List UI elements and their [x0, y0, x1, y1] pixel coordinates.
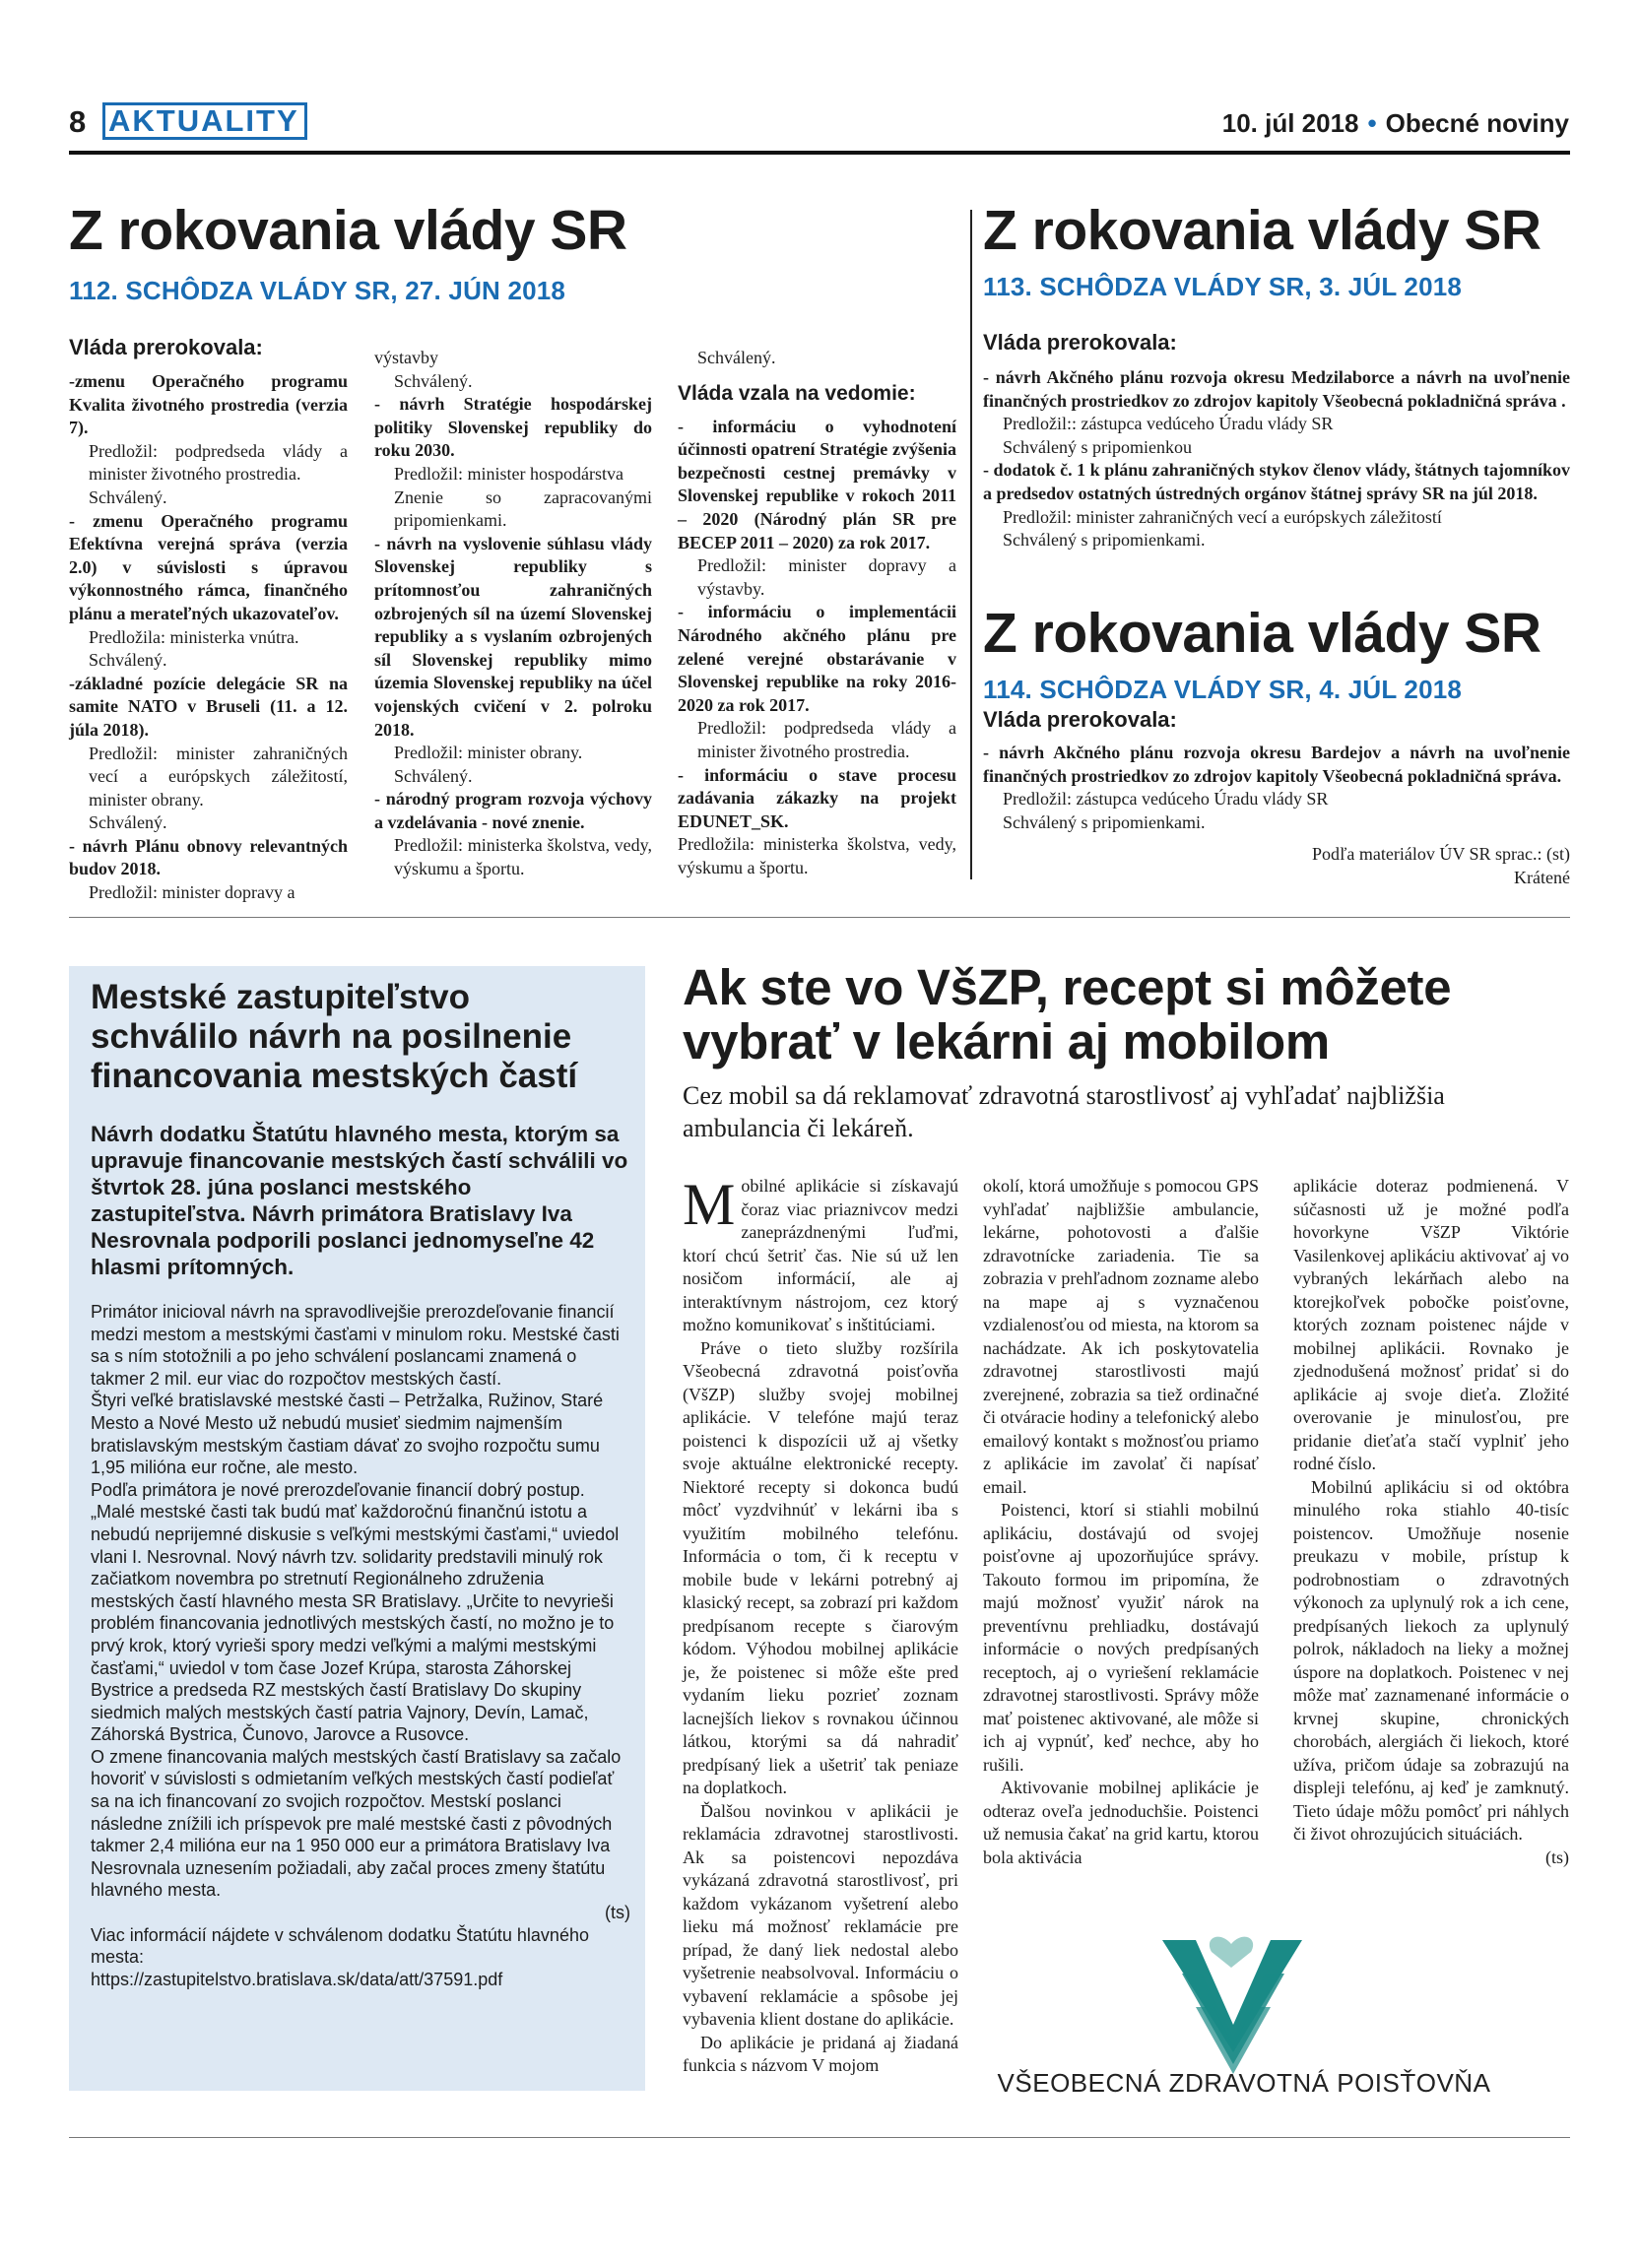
- issue-date: 10. júl 2018: [1221, 108, 1359, 138]
- article-signature: (ts): [1545, 1847, 1569, 1867]
- article-column-3: [1293, 1175, 1569, 1869]
- article-112-label-2: Vláda vzala na vedomie:: [678, 381, 916, 405]
- footer-rule: [69, 2137, 1570, 2138]
- box-signature: (ts): [605, 1903, 630, 1923]
- agenda-item: -zmenu Operačného programu Kvalita životného prostredia (verzia 7).: [69, 371, 348, 438]
- page-number: 8: [69, 104, 87, 139]
- box-title: Mestské zastupiteľstvo schválilo návrh na posilnenie financovania mestských častí: [91, 978, 578, 1095]
- agenda-item: - informáciu o implementácii Národného akčného plánu pre zelené verejné obstarávanie v Slovenskej republike na roky 2016-2020 za rok 2017.: [678, 602, 956, 715]
- agenda-item: Schválený s pripomienkami.: [1003, 811, 1206, 832]
- agenda-item: Schválený s pripomienkou: [1003, 436, 1192, 457]
- box-paragraph: Štyri veľké bratislavské mestské časti – Petržalka, Ružinov, Staré Mesto a Nové Mesto už nebudú musieť siedmim najmenším bratislavským mestským častiam dávať zo svojho rozpočtu sumu 1,95 milióna eur ročne, ale mesto.: [91, 1391, 604, 1478]
- article-paragraph: obilné aplikácie si získavajú čoraz viac priaznivcov medzi zaneprázdnenými ľuďmi, ktorí chcú šetriť čas. Nie sú už len nosičom informácií, ale aj interaktívnym nástrojom, cez ktorý možno komunikovať s inštitúciami.: [683, 1176, 958, 1334]
- agenda-item: Predložila: ministerka vnútra.: [89, 626, 299, 647]
- article-114-title: Z rokovania vlády SR: [983, 602, 1542, 665]
- article-column-1-text: [683, 1172, 958, 2078]
- article-paragraph: Práve o tieto služby rozšírila Všeobecná zdravotná poisťovňa (VšZP) služby svojej mobilnej aplikácie. V telefóne majú teraz poistenci k dispozícii už aj všetky svoje aktuálne elektronické recepty. Niektoré recepty si dokonca budú môcť vyzdvihnúť v lekárni iba s využitím mobilného telefónu. Informácia o tom, či k receptu v mobile bude v lekárni potrebný aj klasický recept, sa zobrazí pri každom predpísanom recepte s čiarovým kódom. Výhodou mobilnej aplikácie je, že poistenec si môže ešte pred vydaním lieku pozrieť zoznam lacnejších liekov s rovnakou účinnou látkou, ktorými sa dá nahradiť predpísaný liek a ušetriť tak peniaze na doplatkoch.: [683, 1337, 958, 1797]
- box-body: [91, 1301, 630, 1990]
- agenda-item: Predložil: minister zahraničných vecí a európskych záležitostí: [1003, 506, 1442, 527]
- article-112-column-2: [374, 347, 652, 881]
- header-rule: [69, 151, 1570, 155]
- article-113-title: Z rokovania vlády SR: [983, 199, 1542, 262]
- agenda-item: Predložil: minister dopravy a výstavby.: [697, 555, 956, 599]
- agenda-item: Znenie so zapracovanými pripomienkami.: [394, 486, 652, 531]
- drop-cap: M: [683, 1172, 736, 1237]
- column-3-approved: Schválený.: [697, 348, 776, 367]
- agenda-item: Predložil: minister dopravy a: [89, 882, 295, 903]
- article-113-label: Vláda prerokovala:: [983, 330, 1177, 355]
- article-paragraph: Aktivovanie mobilnej aplikácie je odteraz oveľa jednoduchšie. Poistenci už nemusia čakať na grid kartu, ktorou bola aktivácia: [983, 1778, 1259, 1867]
- article-114-subtitle: 114. SCHÔDZA VLÁDY SR, 4. JÚL 2018: [983, 675, 1463, 704]
- masthead: [1222, 108, 1569, 139]
- agenda-item: - návrh Akčného plánu rozvoja okresu Medzilaborce a návrh na uvoľnenie finančných prostriedkov zo zdrojov kapitoly Všeobecná pokladničná správa .: [983, 367, 1570, 411]
- box-paragraph: O zmene financovania malých mestských častí Bratislavy sa začalo hovoriť v súvislosti s odmietaním veľkých mestských častí podieľať sa na ich financovaní zo svojich rozpočtov. Mestskí poslanci následne znížili ich príspevok pre malé mestské časti z pôvodných takmer 2,4 milióna eur na 1 950 000 eur a primátora Bratislavy Iva Nesrovnala uznesením požiadali, aby začal proces zmeny štatútu hlavného mesta.: [91, 1746, 622, 1901]
- agenda-item: Predložila: ministerka školstva, vedy, výskumu a športu.: [678, 834, 956, 877]
- article-112-column-3-items: [678, 416, 956, 880]
- article-114-label: Vláda prerokovala:: [983, 707, 1177, 732]
- agenda-item: výstavby: [374, 348, 438, 367]
- article-112-column-3: [678, 347, 956, 879]
- agenda-item: Predložil: podpredseda vlády a minister životného prostredia.: [697, 718, 956, 761]
- article-title: Ak ste vo VšZP, recept si môžete vybrať v lekárni aj mobilom: [683, 959, 1452, 1069]
- article-114-body: [983, 742, 1570, 834]
- article-113-body: [983, 366, 1570, 552]
- separator-dot: •: [1367, 108, 1377, 138]
- agenda-item: Predložil: ministerka školstva, vedy, výskumu a športu.: [394, 835, 652, 879]
- agenda-item: - národný program rozvoja výchovy a vzdelávania - nové znenie.: [374, 789, 652, 832]
- article-paragraph: okolí, ktorá umožňuje s pomocou GPS vyhľadať najbližšie ambulancie, lekárne, pohotovosti a ďalšie zdravotnícke zariadenia. Tie sa zobrazia v prehľadnom zozname alebo na mape aj s vyznačenou vzdialenosťou od miesta, na ktorom sa nachádzate. Ak ich poskytovatelia zdravotnej starostlivosti majú zverejnené, zobrazia sa tiež ordinačné či otváracie hodiny a telefonický alebo emailový kontakt s možnosťou priamo z aplikácie im zavolať či napísať email.: [983, 1176, 1259, 1497]
- column-divider: [970, 210, 972, 879]
- article-column-1: [683, 1172, 958, 2078]
- article-113-subtitle: 113. SCHÔDZA VLÁDY SR, 3. JÚL 2018: [983, 272, 1463, 301]
- article-column-3-text: [1293, 1175, 1569, 1847]
- article-paragraph: Mobilnú aplikáciu si od októbra minulého roka stiahlo 40-tisíc poistencov. Umožňuje nosenie preukazu v mobile, prístup k podrobnostiam o zdravotných výkonoch za uplynulý rok a ich cene, predpísaných liekoch za uplynulý polrok, nákladoch na lieky a možnej úspore na doplatkoch. Poistenec v nej môže mať zaznamenané informácie o krvnej skupine, chronických chorobách, alergiách či liekoch, ktoré užíva, pričom údaje sa zobrazujú na displeji telefónu, aj keď je zamknutý. Tieto údaje môžu pomôcť pri náhlych či život ohrozujúcich situáciách.: [1293, 1476, 1569, 1844]
- article-114-source: [983, 843, 1570, 889]
- agenda-item: Schválený.: [89, 486, 167, 507]
- article-112-title: Z rokovania vlády SR: [69, 199, 627, 262]
- publication-name: Obecné noviny: [1385, 108, 1569, 138]
- agenda-item: Predložil: minister obrany.: [394, 743, 583, 763]
- agenda-item: Schválený s pripomienkami.: [1003, 530, 1206, 551]
- article-112-subtitle: 112. SCHÔDZA VLÁDY SR, 27. JÚN 2018: [69, 276, 566, 305]
- article-paragraph: Ďalšou novinkou v aplikácii je reklamácia zdravotnej starostlivosti. Ak sa poistencovi nepozdáva vykázaná zdravotná starostlivosť, pri každom vykázanom vyšetrení alebo lieku má možnosť reklamácie pre prípad, že daný liek nedostal alebo vyšetrenie neabsolvoval. Informáciu o vybavení reklamácie a spôsobe jej vybavenia klient dostane do aplikácie.: [683, 1800, 958, 2029]
- agenda-item: Schválený.: [394, 765, 473, 786]
- source-note: Podľa materiálov ÚV SR sprac.: (st): [1312, 844, 1570, 864]
- article-112-label: Vláda prerokovala:: [69, 335, 263, 359]
- agenda-item: Schválený.: [394, 370, 473, 391]
- agenda-item: -základné pozície delegácie SR na samite NATO v Bruseli (11. a 12. júla 2018).: [69, 673, 348, 740]
- agenda-item: - návrh Stratégie hospodárskej politiky Slovenskej republiky do roku 2030.: [374, 394, 652, 461]
- article-column-2: [983, 1175, 1259, 1869]
- section-label: AKTUALITY: [102, 102, 307, 140]
- box-lead: Návrh dodatku Štatútu hlavného mesta, ktorým sa upravuje financovanie mestských častí schválili vo štvrtok 28. júna poslanci mestského zastupiteľstva. Návrh primátora Bratislavy Iva Nesrovnala podporili poslanci jednomyseľne 42 hlasmi prítomných.: [91, 1122, 628, 1279]
- agenda-item: Predložil: minister hospodárstva: [394, 463, 623, 484]
- agenda-item: - návrh Plánu obnovy relevantných budov 2018.: [69, 835, 348, 879]
- shortened-note: Krátené: [1514, 867, 1570, 887]
- agenda-item: Predložil: podpredseda vlády a minister životného prostredia.: [89, 440, 348, 485]
- agenda-item: - návrh na vyslovenie súhlasu vlády Slovenskej republiky s prítomnosťou zahraničných ozbrojených síl na území Slovenskej republiky a s vyslaním ozbrojených síl Slovenskej republiky mimo územia Slovenskej republiky na účel vojenských cvičení v 2. polroku 2018.: [374, 533, 652, 740]
- agenda-item: Predložil: minister zahraničných vecí a európskych záležitostí, minister obrany.: [89, 743, 348, 810]
- agenda-item: Predložil:: zástupca vedúceho Úradu vlády SR: [1003, 414, 1334, 434]
- article-paragraph: aplikácie doteraz podmienená. V súčasnosti už je možné podľa hovorkyne VšZP Viktórie Vasilenkovej aplikáciu aktivovať aj vo vybraných lekárňach alebo na ktorejkoľvek pobočke poisťovne, ktorých zoznam poistenec nájde v mobilnej aplikácii. Rovnako je zjednodušená možnosť pridať si do aplikácie aj svoje dieťa. Zložité overovanie je minulosťou, pre pridanie dieťaťa stačí vyplniť jeho rodné číslo.: [1293, 1176, 1569, 1473]
- agenda-item: Schválený.: [89, 812, 167, 833]
- box-link[interactable]: https://zastupitelstvo.bratislava.sk/data/att/37591.pdf: [91, 1969, 503, 1989]
- section-divider: [69, 917, 1570, 918]
- article-paragraph: Poistenci, ktorí si stiahli mobilnú aplikáciu, dostávajú od svojej poisťovne aj upozorňujúce správy. Takouto formou im pripomína, že majú možnosť využiť nárok na preventívnu prehliadku, dostávajú informácie o nových predpísaných receptoch, aj o vyriešení reklamácie zdravotnej starostlivosti. Správy môže mať poistenec aktivované, ale môže si ich aj vypnúť, keď nechce, aby ho rušili.: [983, 1500, 1259, 1775]
- agenda-item: Schválený.: [89, 650, 167, 671]
- agenda-item: - informáciu o vyhodnotení účinnosti opatrení Stratégie zvýšenia bezpečnosti cestnej premávky v Slovenskej republike v rokoch 2011 – 2020 (Národný plán SR pre BECEP 2011 – 2020) za rok 2017.: [678, 416, 956, 552]
- vszp-logo: [985, 1916, 1497, 2104]
- agenda-item: - zmenu Operačného programu Efektívna verejná správa (verzia 2.0) v súvislosti s úpravou výkonnostného rámca, finančného plánu a merateľných ukazovateľov.: [69, 510, 348, 623]
- box-paragraph: Podľa primátora je nové prerozdeľovanie financií dobrý postup. „Malé mestské časti tak budú mať každoročnú finančnú istotu a nebudú neprijemné diskusie s veľkými mestskými časťami,“ uviedol vlani I. Nesrovnal. Nový návrh tzv. solidarity predstavili minulý rok začiatkom novembra po stretnutí Regionálneho združenia mestských častí hlavného mesta SR Bratislavy. „Určite to nevyrieši problém financovania jednotlivých mestských častí, no možno je to prvý krok, ktorý vyrieši spory medzi veľkými a malými mestskými časťami,“ uviedol v tom čase Jozef Krúpa, starosta Záhorskej Bystrice a predseda RZ mestských častí Bratislavy Do skupiny siedmich malých mestských častí patria Vajnory, Devín, Lamač, Záhorská Bystrica, Čunovo, Jarovce a Rusovce.: [91, 1479, 620, 1745]
- article-paragraph: Do aplikácie je pridaná aj žiadaná funkcia s názvom V mojom: [683, 2032, 958, 2075]
- article-112-column-1: [69, 370, 348, 905]
- logo-text: VŠEOBECNÁ ZDRAVOTNÁ POISŤOVŇA: [997, 2068, 1491, 2098]
- article-lead: Cez mobil sa dá reklamovať zdravotná starostlivosť aj vyhľadať najbližšia ambulancia či lekáreň.: [683, 1081, 1445, 1142]
- agenda-item: - návrh Akčného plánu rozvoja okresu Bardejov a návrh na uvoľnenie finančných prostriedkov zo zdrojov kapitoly Všeobecná pokladničná správa.: [983, 743, 1570, 786]
- box-paragraph: Primátor inicioval návrh na spravodlivejšie prerozdeľovanie financií medzi mestom a mestskými časťami v minulom roku. Mestské časti sa s ním stotožnili a po jeho schválení poslancami znamená o takmer 2 mil. eur viac do rozpočtov mestských častí.: [91, 1302, 620, 1389]
- agenda-item: - dodatok č. 1 k plánu zahraničných stykov členov vlády, štátnych tajomníkov a predsedov ostatných ústredných orgánov štátnej správy SR na júl 2018.: [983, 460, 1570, 503]
- city-council-box: [69, 966, 645, 2091]
- box-more-info: Viac informácií nájdete v schválenom dodatku Štatútu hlavného mesta:: [91, 1924, 589, 1968]
- agenda-item: - informáciu o stave procesu zadávania zákazky na projekt EDUNET_SK.: [678, 764, 956, 831]
- agenda-item: Predložil: zástupca vedúceho Úradu vlády SR: [1003, 789, 1329, 810]
